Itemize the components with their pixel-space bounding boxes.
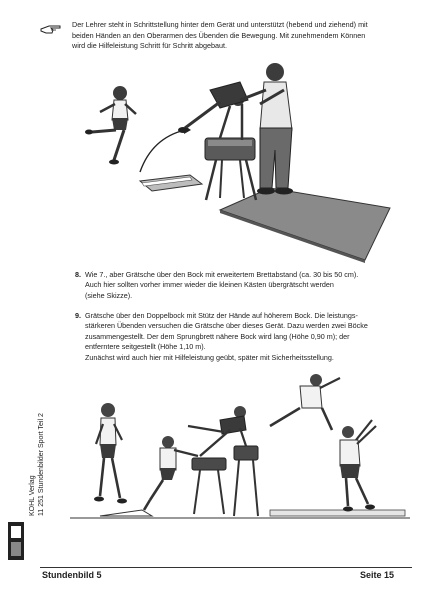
double-box-straddle-illustration xyxy=(70,370,410,525)
footer-title: Stundenbild 5 xyxy=(42,570,102,580)
vault-assist-illustration xyxy=(70,60,400,265)
publisher-name: KOHL Verlag xyxy=(29,475,36,516)
item-line: Auch hier sollten vorher immer wieder die kleinen Kästen übergrätscht werden xyxy=(85,280,334,290)
intro-line: wird die Hilfeleistung Schritt für Schritt abgebaut. xyxy=(72,41,228,51)
item-line: Zunächst wird auch hier mit Hilfeleistung geübt, später mit Sicherheitsstellung. xyxy=(85,352,334,362)
page-number: Seite 15 xyxy=(360,570,395,580)
intro-paragraph xyxy=(72,20,412,52)
item-number: 8. xyxy=(75,270,81,279)
item-line: stärkeren Übenden versuchen die Grätsche über dieses Gerät. Dazu werden zwei Böcke xyxy=(85,321,368,331)
pointing-hand-icon xyxy=(40,22,62,36)
item-line: zusammengestellt. Der dem Sprungbrett nähere Bock wird lang (Höhe 0,90 m); der xyxy=(85,331,350,341)
item-number: 9. xyxy=(75,311,81,320)
footer-divider xyxy=(40,567,412,568)
item-line: entferntere seitgestellt (Höhe 1,10 m). xyxy=(85,342,206,352)
item-9 xyxy=(75,311,415,367)
publisher-series: 11 251 Stundenbilder Sport Teil 2 xyxy=(38,413,45,516)
item-line: Grätsche über den Doppelbock mit Stütz der Hände auf höherem Bock. Die leistungs- xyxy=(85,311,358,320)
item-8 xyxy=(75,270,415,306)
item-line: (siehe Skizze). xyxy=(85,290,133,300)
publisher-logo xyxy=(8,522,24,560)
publisher-info xyxy=(28,316,46,516)
intro-line: Der Lehrer steht in Schrittstellung hinter dem Gerät und unterstützt (hebend und ziehend) mit xyxy=(72,20,368,29)
intro-line: beiden Händen an den Oberarmen des Übenden die Bewegung. Mit zunehmendem Können xyxy=(72,30,366,40)
item-line: Wie 7., aber Grätsche über den Bock mit erweitertem Brettabstand (ca. 30 bis 50 cm). xyxy=(85,270,359,279)
